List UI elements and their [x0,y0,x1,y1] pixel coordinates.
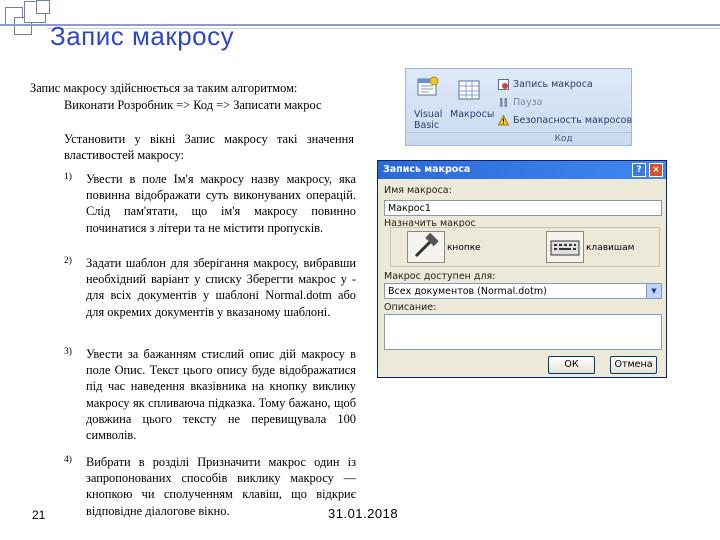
list-number: 3) [64,347,72,357]
step-paragraph-1: Виконати Розробник => Код => Записати макрос [64,98,322,112]
list-number: 2) [64,256,72,266]
list-number: 1) [64,172,72,182]
ribbon-group-label: Код [406,132,631,146]
macro-name-label: Имя макроса: [384,185,452,196]
record-macro-label: Запись макроса [513,79,593,90]
ribbon-code-group [405,68,632,146]
slide-title: Запис макросу [50,21,235,51]
list-text: Увести за бажанням стислий опис дій макросу в поле Опис. Текст цього опису буде відображатися під час наведення вказівника на кнопку виклику макросу як спливаюча підказка. Тому бажано, щоб довжина цього тексту не перевищувала 100 символів. [86,347,356,443]
dialog-title: Запись макроса [378,161,666,179]
assign-macro-label: Назначить макрос [384,218,476,229]
store-macro-value: Всех документов (Normal.dotm) [388,286,547,297]
step-paragraph-2: Установити у вікні Запис макросу такі значення властивостей макросу: [64,132,354,163]
decor-square [36,0,50,14]
visual-basic-icon[interactable] [416,75,440,99]
macros-icon[interactable] [458,79,482,101]
pause-icon [498,97,509,108]
assign-keys-option[interactable] [546,231,584,263]
assign-macro-group [390,227,660,267]
chevron-down-icon[interactable]: ▼ [646,284,661,298]
close-button[interactable]: × [649,163,663,177]
intro-text: Запис макросу здійснюється за таким алгоритмом: [30,81,298,95]
macro-security-label: Безопасность макросов [513,115,633,126]
list-text: Увести в поле Ім'я макросу назву макросу, яка повинна відображати суть виконуваних операцій. Слід пам'ятати, що ім'я макросу повинно починатися з літери та не містити пропусків. [86,172,356,235]
hammer-icon [408,232,444,262]
assign-button-option[interactable] [407,231,445,263]
pause-button[interactable] [498,97,542,108]
visual-basic-label[interactable]: Visual Basic [414,109,443,131]
description-field[interactable] [384,314,662,350]
warning-icon [498,115,509,126]
pause-label: Пауза [513,97,543,108]
help-button[interactable]: ? [632,163,646,177]
macro-name-field[interactable]: Макрос1 [384,200,662,216]
slide-date: 31.01.2018 [328,506,399,521]
cancel-button[interactable]: Отмена [610,356,657,374]
list-text: Вибрати в розділі Призначити макрос один із запропонованих способів виклику макросу — кнопкою чи сполученням клавіш, що відкриє відповідне діалогове вікно. [86,455,356,518]
macros-label[interactable]: Макросы [450,109,495,120]
ok-button[interactable]: ОК [548,356,595,374]
assign-keys-label: клавишам [586,243,635,253]
store-macro-label: Макрос доступен для: [384,271,496,282]
list-number: 4) [64,455,72,465]
description-label: Описание: [384,302,437,313]
record-macro-dialog [377,160,667,378]
list-text: Задати шаблон для зберігання макросу, вибравши необхідний варіант у списку Зберегти макрос у - для всіх документів у шаблоні Normal.dotm або для окремих документів у вказаному шаблоні. [86,256,356,319]
record-macro-icon [498,79,509,90]
page-number: 21 [32,508,46,522]
assign-button-label: кнопке [447,243,481,253]
macro-security-button[interactable] [498,115,632,126]
store-macro-select[interactable] [384,283,662,299]
keyboard-icon [547,232,583,262]
record-macro-button[interactable] [498,79,593,90]
